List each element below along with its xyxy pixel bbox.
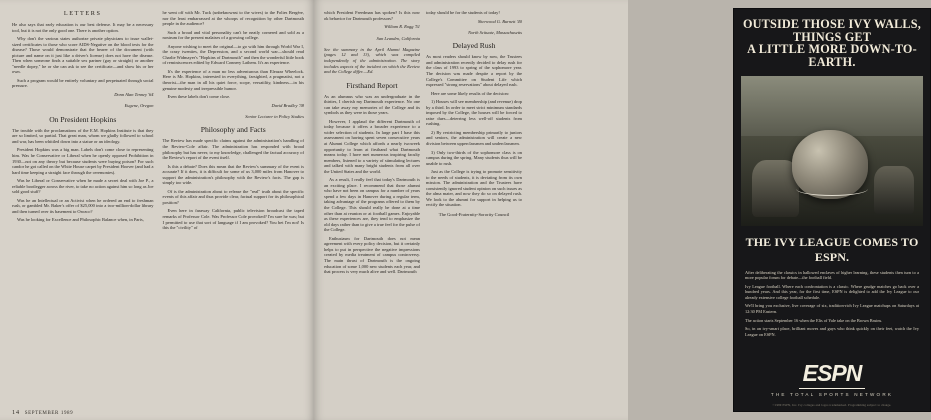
- letter-signature-name: Donn Alan Tenney '64: [114, 92, 154, 98]
- ad-fine-print: ©1989 ESPN, Inc. Ivy colleges and logos trademarked. Programming subject to change.: [772, 403, 892, 407]
- paragraph: Was he an Intellectual or an Activist when he ordered an end to freshman rush, or gambled Mr. Baker's offer of $25,000 into a two-million-dollar library and then turned over its basement to Orozco?: [12, 197, 154, 214]
- letter-signature-name: William R. Rogg '51: [384, 24, 420, 30]
- letters-heading: LETTERS: [63, 10, 102, 17]
- ad-subhead: THE IVY LEAGUE COMES TO ESPN.: [745, 235, 919, 264]
- ad-football-photo: [741, 76, 923, 226]
- paragraph: Anyone wishing to meet the original—to go with him through World War I, the crazy twenties, the Depression, and a second world war—should read Charlie Widmayer's "Hopkins of Dartmouth" and then the wonderful little book of reminiscences edited by Edward Connery Lathem. It's an experience.: [162, 43, 304, 66]
- advertisement: [733, 8, 931, 412]
- paragraph: Is this a debate? Does this mean that the Review's summary of the event is accurate? If it does, it is difficult for some of us 3,000 miles from Hanover to support the administration's philosophy with the Review's facts. The gap is simply too wide.: [162, 163, 304, 186]
- paragraph: Here are some likely results of the decision:: [431, 90, 510, 96]
- ad-paragraph: After deliberating the classics in hallowed enclaves of higher learning, these students then turn to a more popular forum for debate—the football field.: [745, 270, 919, 281]
- recto-page: [314, 0, 921, 420]
- paragraph: As an alumnus who was an undergraduate in the thirties, I cherish my Dartmouth experience. No one can take away my memories of the College and its symbols as they were in those years.: [324, 93, 420, 116]
- paragraph: 2) By restricting membership primarily to juniors and seniors, the administration will create a new division between upperclassmen and underclassmen.: [426, 129, 522, 147]
- letter-signature-place: Eugene, Oregon: [124, 103, 154, 109]
- section-title: Delayed Rush: [452, 41, 496, 51]
- section-title: Philosophy and Facts: [200, 125, 266, 135]
- paragraph: 1) Houses will see membership (and revenue) drop by a third. In order to meet strict minimum standards imposed by the College, the houses will be forced to raise dues—deterring less well-off students from rushing.: [426, 99, 522, 127]
- ad-body-copy: [745, 270, 919, 337]
- paragraph: Of is the administration about to release the "real" truth about the specific events of this affair and thus provide clear, factual support for its philosophical position?: [162, 188, 304, 205]
- paragraph: He also says that early education is our best defense. It may be a necessary tool, but it is not the only good one. There is another option.: [12, 22, 154, 33]
- paragraph: However, I applaud the different Dartmouth of today because it offers a broader experience to a wider selection of students. In large part I base this assessment on having spent seven consecutive years at Alumni College which affords a nearly twoweek opportunity to learn at firsthand what Dartmouth means today. I have met numerous inspiring faculty members, listened to a variety of stimulating lectures and talked with many bright students from all over the United States and the world.: [324, 118, 420, 174]
- paragraph: The trouble with the proclamations of the E.M. Hopkins Institute is that they are so limited, so partial. That great man, whom we gladly followed to school and war, has been whittled down into a statue or an ideology.: [12, 127, 154, 144]
- ad-headline: [734, 9, 930, 72]
- paragraph: It's the experience of a man no less adventurous than Eleazar Wheelock. Here is Mr. Hopkins, interested in everything, farsighted, a pragmatist, not a theorist—the man in all his quiet force, scope, versatility, kindness—in his genuine modesty and irrepressible humor.: [162, 68, 304, 91]
- paragraph: As a result, I really feel that today's Dartmouth is an exciting place. I recommend that those alumni who have not been on campus for a number of years spend a few days in Hanover during a regular term, taking advantage of the programs offered to them by the College. This should really be done at a time other than at reunion or at football games. Enjoyable as these experiences are, they tend to emphasize the old days rather than to give a true feel for the pulse of the College.: [324, 177, 420, 233]
- paragraph: President Hopkins was a big man. Labels don't come close to representing him. Was he Conservative or Liberal when he openly opposed Prohibition in 1930—not on any theory but because students were buying poison? For such candor he got called on the White House carpet by President Hoover (and had a hard time keeping a straight face through the ceremonies).: [12, 147, 154, 175]
- letter-signature-name: The Good-Fraternity-Sorority Council: [438, 212, 510, 218]
- paragraph: Was he looking for Excellence and Philosophic Balance when, in Paris,: [17, 217, 144, 223]
- espn-wordmark: ESPN: [799, 360, 866, 389]
- ad-headline-line1: OUTSIDE THOSE IVY WALLS,: [743, 17, 921, 31]
- photo-player-right: [874, 166, 914, 214]
- paragraph: 3) Only two-thirds of the sophomore class is on campus during the spring. Many students thus will be unable to rush.: [426, 149, 522, 166]
- paragraph: Even these labels don't come close.: [167, 94, 231, 100]
- letter-signature-place: Senior Lecturer in Policy Studies: [245, 114, 304, 120]
- paragraph: Just as the College is trying to promote sensitivity to the needs of students, it is deviating from its own mission. The administration and the Trustees have consistently ignored student opinion on such issues as the alma mater, and now they do so on delayed rush. We look to the alumni for support in helping us to rectify the situation.: [426, 169, 522, 208]
- letter-signature-place: North Scituate, Massachusetts: [468, 29, 522, 35]
- page-footer: [12, 409, 73, 416]
- verso-page: [0, 0, 314, 420]
- verso-columns: [12, 10, 304, 396]
- section-title: On President Hopkins: [49, 114, 117, 124]
- paragraph: Was he Liberal or Conservative when he made a secret deal with Joe P., a reliable bootlegger across the river, to take no action against him so long as Joe sold good stuff?: [12, 178, 154, 195]
- paragraph: As most readers should know by now, the Trustees and administration recently decided to delay rush for the class of 1993 to spring of the sophomore year. The decision was made despite a report by the College's Committee on Student Life which expressed "strong reservations" about delayed rush.: [426, 54, 522, 88]
- letter-signature-name: Sherwood G. Burnett '40: [477, 18, 522, 24]
- letter-signature-name: David Bradley '38: [271, 102, 304, 108]
- paragraph: Why don't the various states authorize private physicians to issue wallet-sized certificates to those who score AIDS-Negative on the blood tests for the disease? Those would demonstrate that the bearer of the document (with picture and name on it just like a driver's license) does not have the disease. Then when someone finds a suitable sex partner (gay or straight) or another "needle dopey," he or she can ask to see the certificate—and show his or her own.: [12, 36, 154, 75]
- paragraph: which President Freedman has spoken? Is this now ok behavior for Dartmouth professors?: [324, 10, 420, 21]
- paragraph: Such a program would be entirely voluntary and perpetuated through social pressure.: [12, 77, 154, 89]
- ad-paragraph: Ivy League football. Where each confrontation is a classic. Where grudge matches go back over a hundred years. And this year, for the first time, ESPN is delighted to add the Ivy League to our already extensive college football schedule.: [745, 284, 919, 300]
- paragraph: today should be for the students of today!: [426, 10, 500, 15]
- ad-paragraph: We'll bring you exclusive, live coverage of six, tradition-rich Ivy League matchups on Saturdays at 12:30 PM Eastern.: [745, 303, 919, 314]
- page-number: 14: [12, 409, 20, 416]
- recto-column: [324, 10, 420, 398]
- espn-tagline: THE TOTAL SPORTS NETWORK: [770, 392, 894, 397]
- ad-headline-line3: A LITTLE MORE DOWN-TO-EARTH.: [747, 42, 917, 69]
- espn-logo: [734, 360, 930, 397]
- ad-paragraph: So, in an ivy-smart place, brilliant moves and guys who think quickly on their feet, watch the Ivy League on ESPN.: [745, 326, 919, 337]
- recto-column-2: [426, 10, 522, 410]
- photo-facemask: [796, 182, 869, 197]
- ad-paragraph: The action starts September 16 when the Elis of Yale take on the Brown Bruins.: [745, 317, 883, 323]
- section-title: Firsthand Report: [346, 80, 398, 90]
- issue-date: SEPTEMBER 1989: [24, 411, 74, 416]
- paragraph: The Review has made specific claims against the administration's handling of the Review-Cole affair. The administration has responded with broad philosophy but has never, to my knowledge, challenged the factual accuracy of the Review's report of the event itself.: [162, 138, 304, 161]
- paragraph: he went off with Mr. Tuck (unbeknownst to the wives) to the Folies Bergère, nor the least embarrassed at the whoops of recognition by other Dartmouth people in the audience?: [162, 10, 304, 27]
- ad-headline-line2: THINGS GET: [792, 29, 872, 44]
- editor-note: See the summary in the April Alumni Magazine (pages 12 and 13), which was compiled independently of the administration. The story includes aspects of the incident on which the Review and the College differ.—Ed.: [324, 46, 420, 75]
- paragraph: Such a broad and vital personality can't be neatly cornered and sold as a nostrum for the present malaises of a growing college.: [162, 29, 304, 41]
- letter-signature-place: San Leandro, California: [376, 35, 420, 41]
- paragraph: Even here in faraway California, public television broadcast the taped remarks of Professor Cole. Was Professor Cole provoked? I'm sure he was; but I permitted to use that sort of language if I am provoked? You bet I'm not! Is this the "civility" of: [162, 208, 304, 231]
- paragraph: Enthusiasm for Dartmouth does not mean agreement with every policy decision, but it certainly helps to put in perspective the negative impressions created by media treatment of campus controversy. The main thrust of Dartmouth is the ongoing education of some 1,000 new students each year, and that process is very much alive and well. Dartmouth: [324, 235, 420, 275]
